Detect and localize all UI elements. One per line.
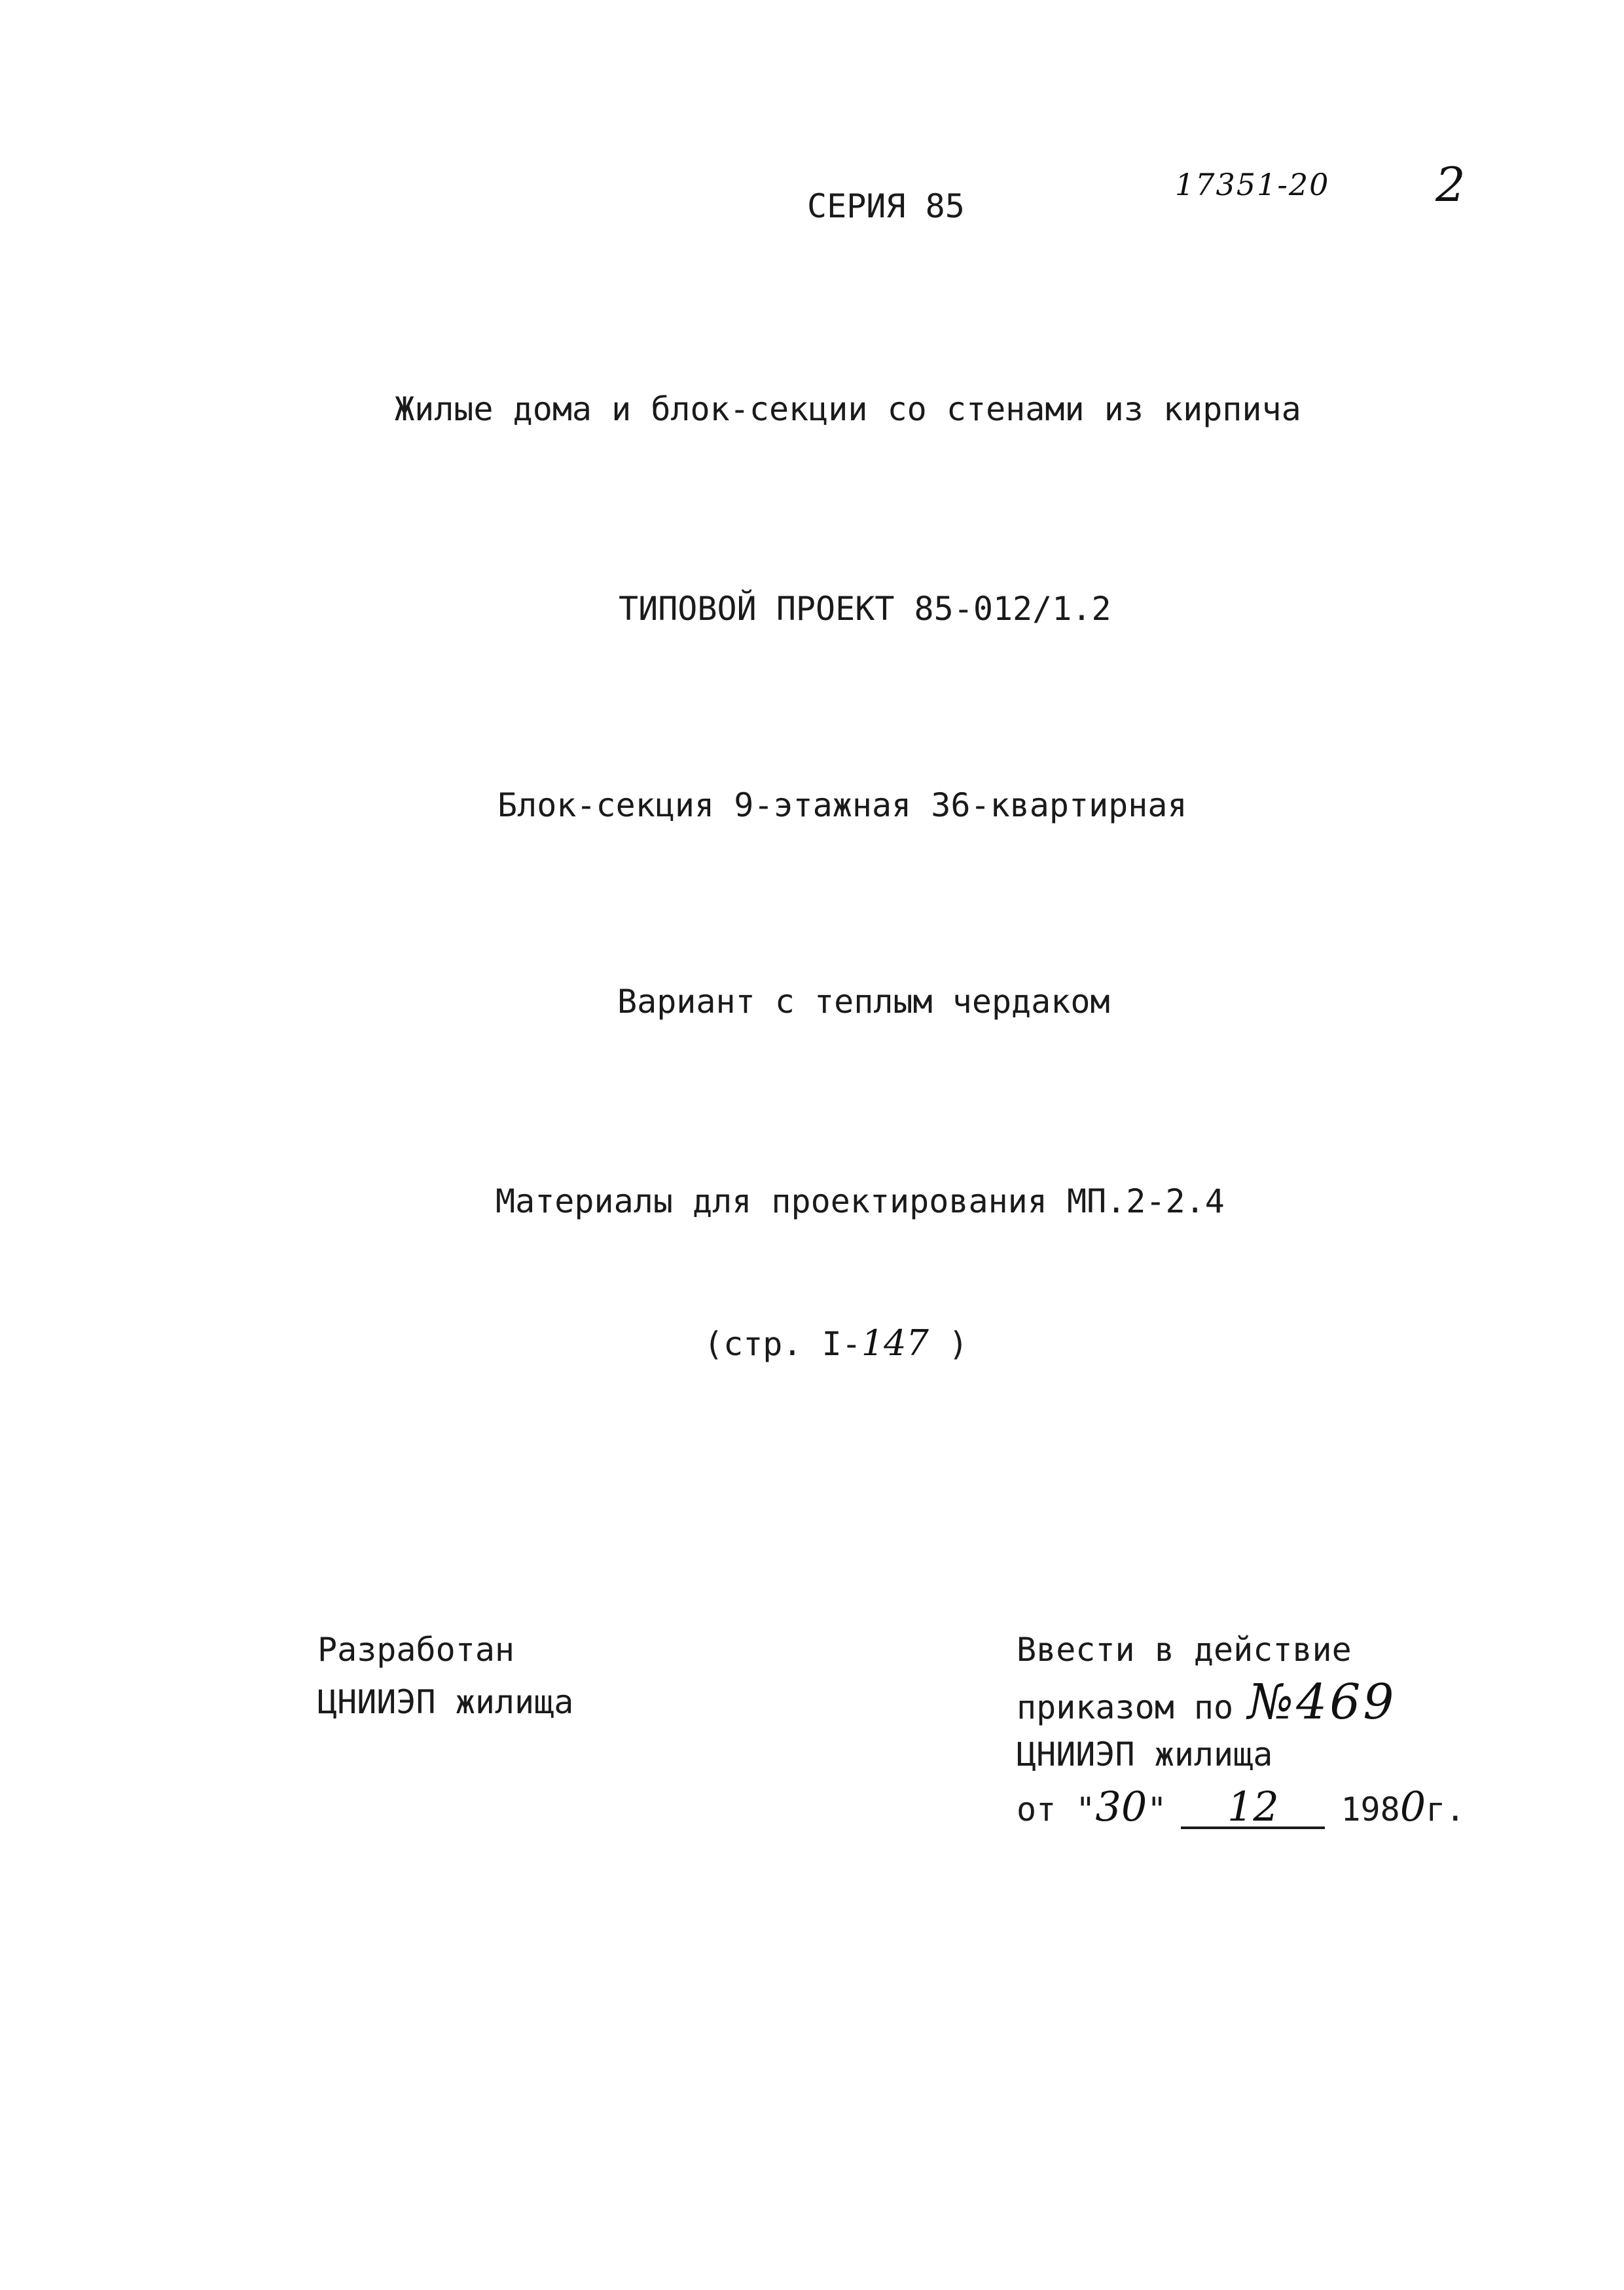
enactment-line-1: Ввести в действие bbox=[1017, 1631, 1352, 1669]
date-day-handwritten: 30 bbox=[1095, 1783, 1147, 1830]
title-line-buildings: Жилые дома и блок-секции со стенами из кирпича bbox=[395, 390, 1301, 428]
enactment-block bbox=[1017, 1624, 1465, 1833]
section-description: Блок-секция 9-этажная 36-квартирная bbox=[497, 786, 1187, 824]
pages-range-suffix: ) bbox=[928, 1325, 969, 1363]
developer-line-2: ЦНИИЭП жилища bbox=[317, 1683, 574, 1721]
enactment-order-prefix: приказом по bbox=[1017, 1688, 1234, 1726]
date-year-typed: 198 bbox=[1341, 1790, 1400, 1828]
sheet-number-handwritten: 2 bbox=[1435, 157, 1466, 212]
project-title: ТИПОВОЙ ПРОЕКТ 85-012/1.2 bbox=[619, 590, 1111, 628]
pages-range-handwritten: 147 bbox=[861, 1322, 929, 1364]
pages-range bbox=[704, 1322, 969, 1364]
developer-block bbox=[317, 1624, 573, 1728]
date-year-handwritten: 0 bbox=[1399, 1783, 1426, 1830]
enactment-date-row bbox=[1017, 1781, 1465, 1833]
developer-line-1: Разработан bbox=[317, 1631, 515, 1669]
variant-description: Вариант с теплым чердаком bbox=[617, 983, 1110, 1021]
materials-description: Материалы для проектирования МП.2-2.4 bbox=[496, 1182, 1225, 1220]
date-year-suffix: г. bbox=[1426, 1790, 1466, 1828]
date-prefix: от " bbox=[1017, 1790, 1096, 1828]
enactment-line-3: ЦНИИЭП жилища bbox=[1017, 1736, 1273, 1773]
document-number-handwritten: 17351-20 bbox=[1175, 167, 1330, 202]
date-month-handwritten: 12 bbox=[1181, 1787, 1325, 1829]
series-label: СЕРИЯ 85 bbox=[807, 187, 965, 225]
date-day-close: " bbox=[1147, 1790, 1167, 1828]
pages-range-prefix: (стр. I- bbox=[704, 1325, 861, 1363]
enactment-order-row bbox=[1017, 1676, 1465, 1728]
order-number-handwritten: №469 bbox=[1248, 1674, 1397, 1730]
